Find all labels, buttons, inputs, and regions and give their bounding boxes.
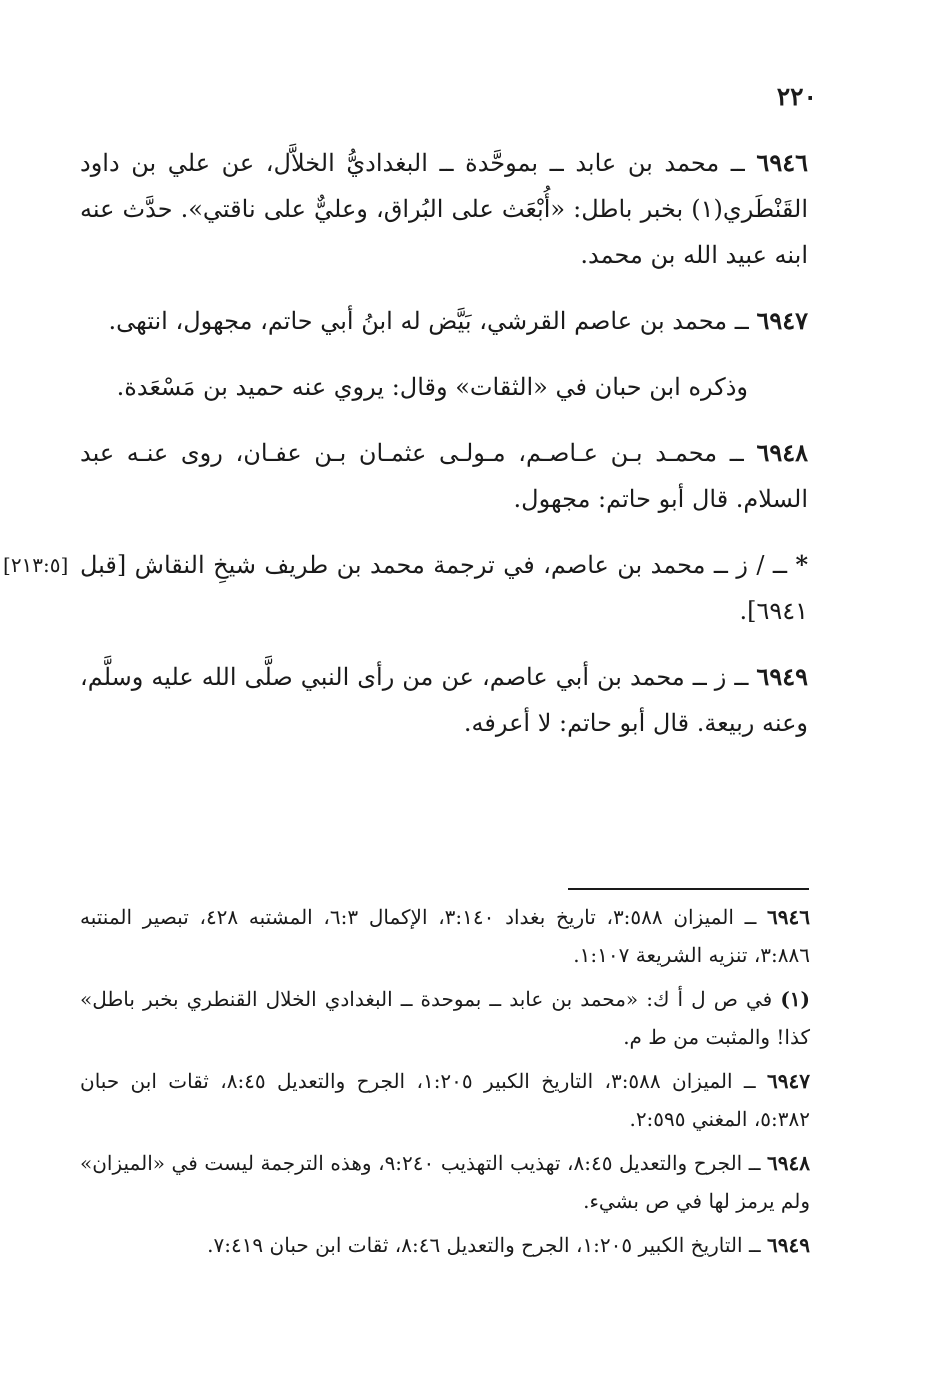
footnote-number: ٦٩٤٧ (767, 1069, 810, 1093)
footnote-number: (١) (780, 987, 810, 1011)
entry-number: ٦٩٤٨ (756, 438, 808, 467)
footnote-6948 (80, 1144, 810, 1220)
footnote-6949 (80, 1226, 810, 1264)
star-marker: * (795, 550, 808, 579)
entry-text: ــ محمد بن عاصم القرشي، بَيَّض له ابنُ أبي حاتم، مجهول، انتهى. (108, 307, 749, 335)
entry-star (80, 542, 808, 634)
footnote-number: ٦٩٤٦ (767, 905, 811, 929)
footnote-text: ــ الميزان ٣:٥٨٨، التاريخ الكبير ١:٢٠٥، الجرح والتعديل ٨:٤٥، ثقات ابن حبان ٥:٣٨٢، المغني ٢:٥٩٥. (80, 1069, 810, 1131)
footnote-1 (80, 980, 810, 1056)
entry-6948 (80, 430, 808, 522)
entry-text: ــ محمد بن عابد ــ بموحَّدة ــ البغداديُّ الخلاَّل، عن علي بن داود القَنْطَري(١) بخبر باطل: «أُبْعَث على البُراق، وعليٌّ على ناقتي». حدَّث عنه ابنه عبيد الله بن محمد. (80, 149, 808, 269)
entry-6949 (80, 654, 808, 746)
footnote-text: ــ الميزان ٣:٥٨٨، تاريخ بغداد ٣:١٤٠، الإكمال ٦:٣، المشتبه ٤٢٨، تبصير المنتبه ٣:٨٨٦، تنزيه الشريعة ١:١٠٧. (80, 905, 810, 967)
main-text (3, 140, 808, 766)
footnote-text: ــ الجرح والتعديل ٨:٤٥، تهذيب التهذيب ٩:٢٤٠، وهذه الترجمة ليست في «الميزان» ولم يرمز لها في ص بشيء. (80, 1151, 810, 1213)
entry-note-paragraph (80, 364, 808, 410)
footnote-number: ٦٩٤٩ (767, 1233, 810, 1257)
footnote-text: ــ التاريخ الكبير ١:٢٠٥، الجرح والتعديل ٨:٤٦، ثقات ابن حبان ٧:٤١٩. (207, 1233, 761, 1257)
entry-text: ــ محمـد بـن عـاصـم، مـولـى عثمـان بـن عفـان، روى عنـه عبد السلام. قال أبو حاتم: مجهول. (80, 439, 808, 513)
entry-text: وذكره ابن حبان في «الثقات» وقال: يروي عنه حميد بن مَسْعَدة. (116, 373, 748, 401)
entry-text: ــ / ز ــ محمد بن عاصم، في ترجمة محمد بن طريف شيخِ النقاش [قبل ٦٩٤١]. (80, 551, 808, 625)
margin-reference: [٢١٣:٥] (3, 553, 69, 577)
footnote-text: في ص ل أ ك: «محمد بن عابد ــ بموحدة ــ البغدادي الخلال القنطري بخبر باطل» كذا! والمثبت من ط م. (80, 987, 810, 1049)
entry-6947 (80, 298, 808, 344)
footnote-6947 (80, 1062, 810, 1138)
entry-number: ٦٩٤٧ (756, 306, 808, 335)
footnote-6946 (80, 898, 810, 974)
footnotes (80, 898, 810, 1270)
footnote-number: ٦٩٤٨ (767, 1151, 811, 1175)
entry-number: ٦٩٤٩ (756, 662, 808, 691)
page-number: ٢٢٠ (776, 82, 817, 111)
footnote-separator (568, 888, 809, 890)
entry-star-wrapper (3, 542, 808, 634)
entry-6946 (80, 140, 808, 278)
entry-number: ٦٩٤٦ (756, 148, 808, 177)
entry-text: ــ ز ــ محمد بن أبي عاصم، عن من رأى النبي صلَّى الله عليه وسلَّم، وعنه ربيعة. قال أبو حاتم: لا أعرفه. (80, 663, 808, 737)
